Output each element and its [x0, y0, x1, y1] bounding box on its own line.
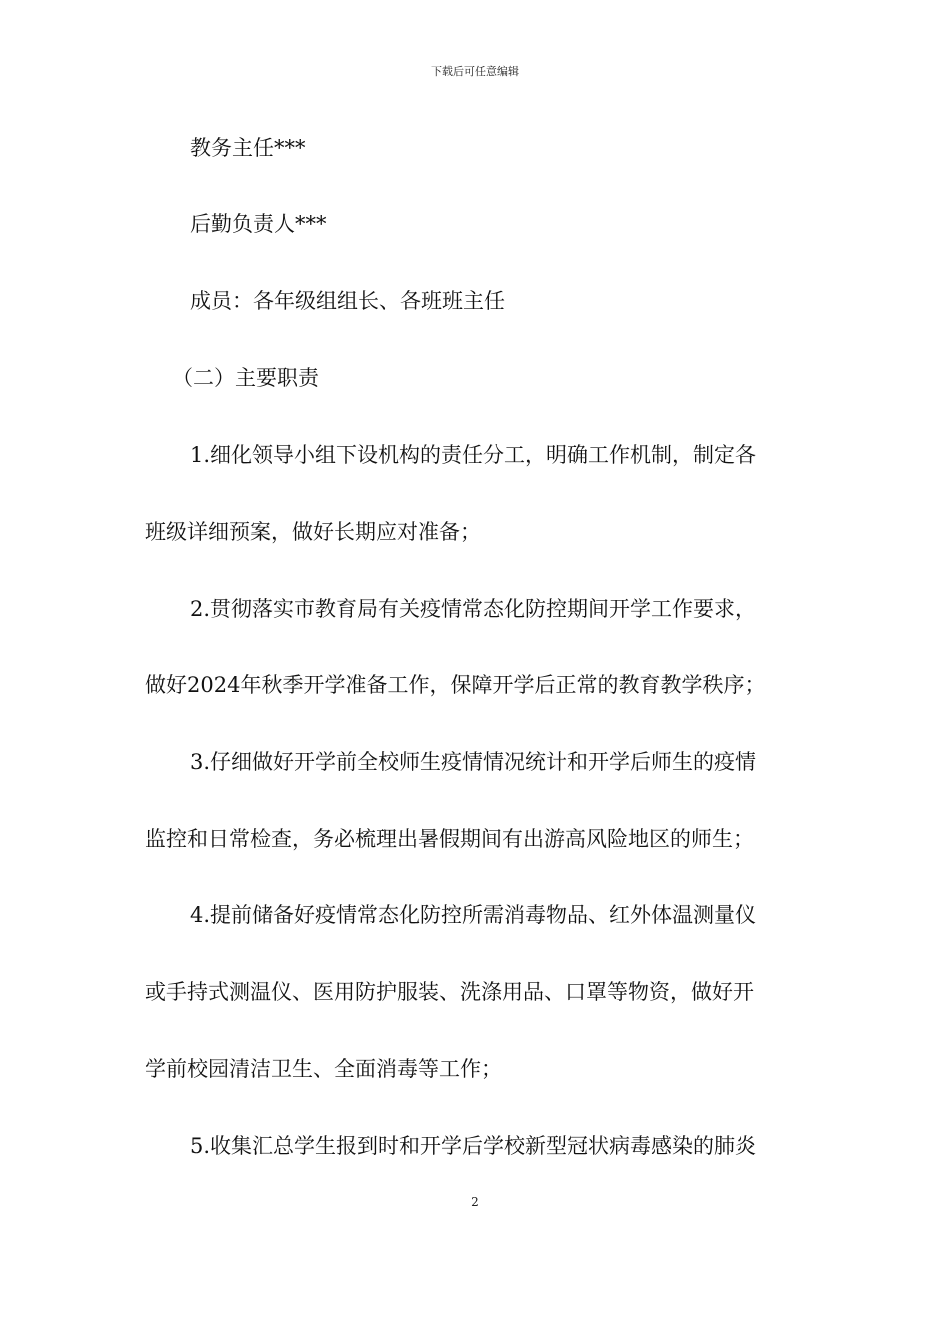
text-line: 教务主任*** — [190, 136, 306, 160]
text-line: 4.提前储备好疫情常态化防控所需消毒物品、红外体温测量仪 — [190, 903, 757, 927]
text-line: 监控和日常检查，务必梳理出暑假期间有出游高风险地区的师生； — [145, 827, 754, 851]
text-line: 1.细化领导小组下设机构的责任分工，明确工作机制，制定各 — [190, 443, 757, 467]
page-number: 2 — [471, 1195, 479, 1209]
text-line: 成员：各年级组组长、各班班主任 — [190, 289, 505, 313]
text-line: 班级详细预案，做好长期应对准备； — [145, 520, 481, 544]
page-header: 下载后可任意编辑 — [431, 65, 519, 78]
text-line: 学前校园清洁卫生、全面消毒等工作； — [145, 1057, 502, 1081]
text-line: 后勤负责人*** — [190, 212, 327, 236]
text-line: 做好2024年秋季开学准备工作，保障开学后正常的教育教学秩序； — [145, 673, 766, 697]
text-line: 2.贯彻落实市教育局有关疫情常态化防控期间开学工作要求， — [190, 597, 757, 621]
text-line: 3.仔细做好开学前全校师生疫情情况统计和开学后师生的疫情 — [190, 750, 757, 774]
text-line: 或手持式测温仪、医用防护服装、洗涤用品、口罩等物资，做好开 — [145, 980, 754, 1004]
section-heading: （二）主要职责 — [172, 366, 319, 390]
text-line: 5.收集汇总学生报到时和开学后学校新型冠状病毒感染的肺炎 — [190, 1134, 757, 1158]
